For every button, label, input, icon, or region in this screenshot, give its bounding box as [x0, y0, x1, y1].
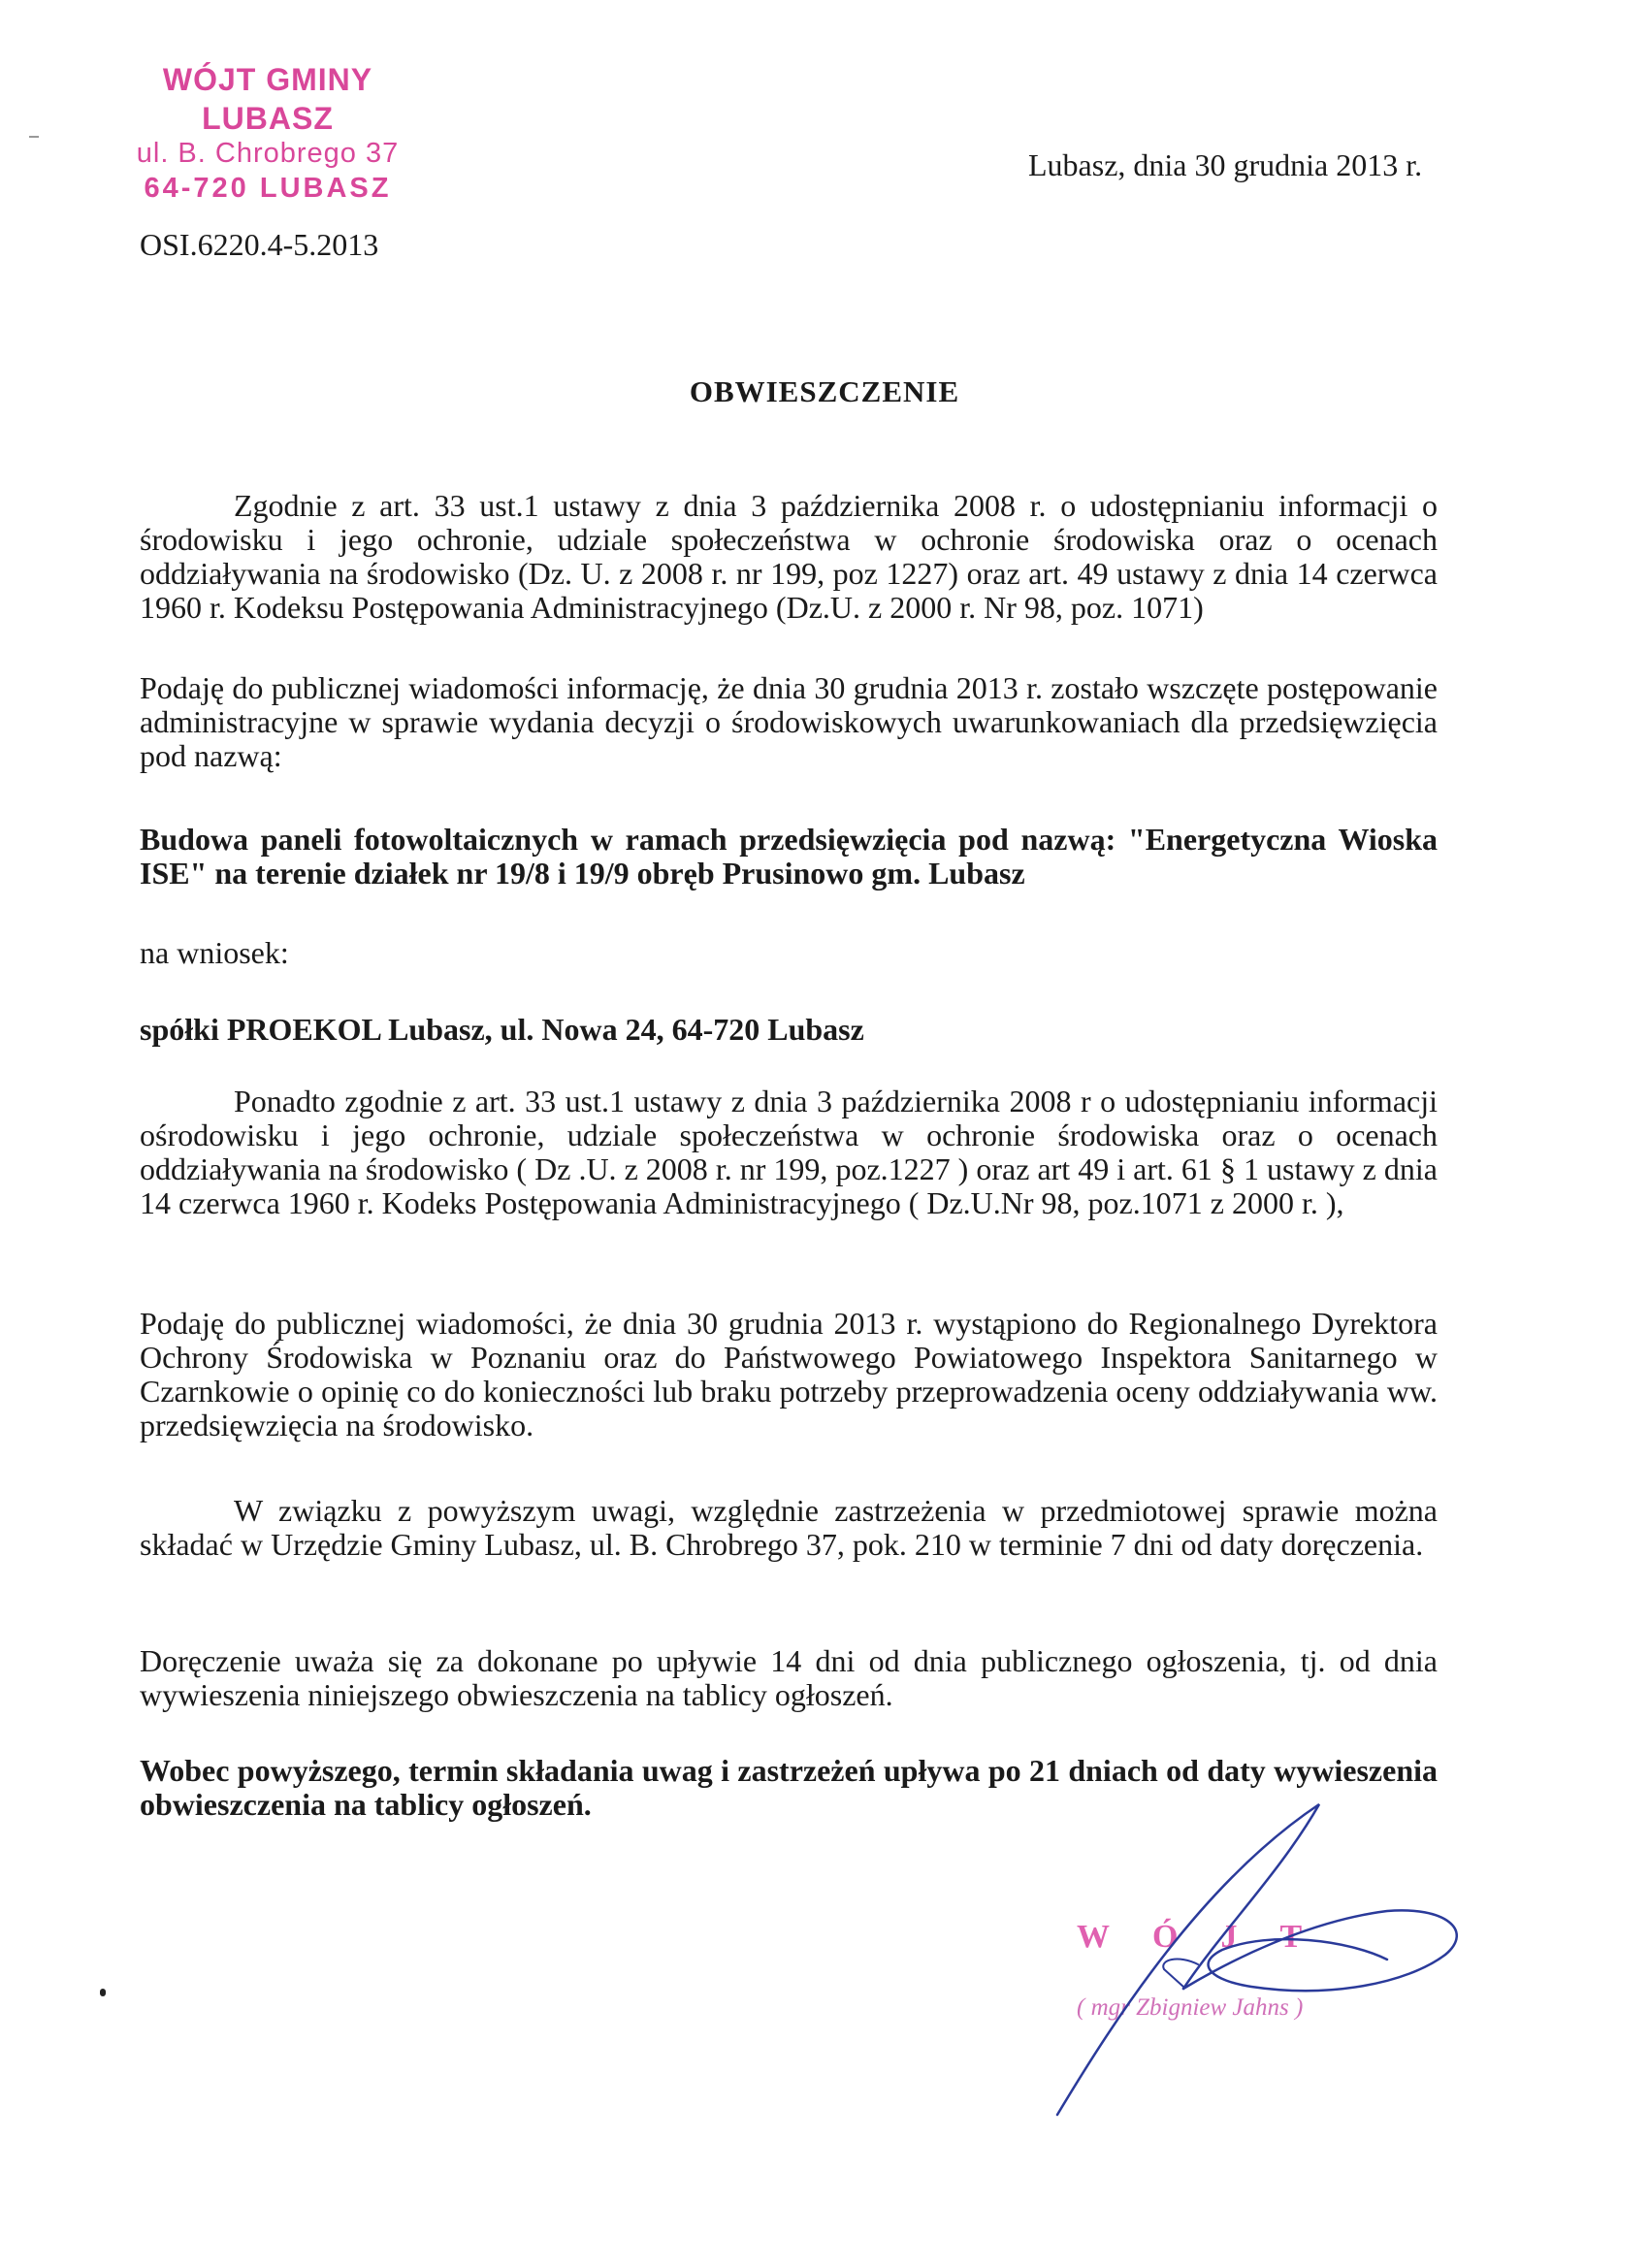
reference-number: OSI.6220.4-5.2013: [140, 227, 379, 262]
paragraph-opinion-request: Podaję do publicznej wiadomości, że dnia 30 grudnia 2013 r. wystąpiono do Regionalnego Dyrektora Ochrony Środowiska w Poznaniu oraz do Państwowego Powiatowego Inspektora Sanitarnego w Czarnkowie o opinię co do konieczności lub braku potrzeby przeprowadzenia oceny oddziaływania ww. przedsięwzięcia na środowisko.: [140, 1306, 1438, 1442]
handwritten-signature: [1038, 1766, 1504, 2124]
date-line: Lubasz, dnia 30 grudnia 2013 r.: [1028, 147, 1423, 182]
paragraph-announcement: Podaję do publicznej wiadomości informację, że dnia 30 grudnia 2013 r. zostało wszczęte postępowanie administracyjne w sprawie wydania decyzji o środowiskowych uwarunkowaniach dla przedsięwzięcia pod nazwą:: [140, 670, 1438, 773]
office-stamp: [93, 60, 442, 206]
paragraph-delivery: Doręczenie uważa się za dokonane po upływie 14 dni od dnia publicznego ogłoszenia, tj. od dnia wywieszenia niniejszego obwieszczenia na tablicy ogłoszeń.: [140, 1643, 1438, 1712]
stamp-line-2: ul. B. Chrobrego 37: [136, 138, 400, 169]
signature-stamp-name: ( mgr Zbigniew Jahns ): [1077, 1994, 1304, 2021]
signature-stamp-title: WÓJT: [1077, 1919, 1345, 1955]
document-title: OBWIESZCZENIE: [689, 374, 960, 408]
paragraph-project-name: Budowa paneli fotowoltaicznych w ramach przedsięwzięcia pod nazwą: "Energetyczna Wioska ISE" na terenie działek nr 19/8 i 19/9 obręb Prusinowo gm. Lubasz: [140, 822, 1438, 891]
paragraph-on-request: na wniosek:: [140, 935, 289, 970]
paragraph-legal-basis: Zgodnie z art. 33 ust.1 ustawy z dnia 3 października 2008 r. o udostępnianiu informacji o środowisku i jego ochronie, udziale społeczeństwa w ochronie środowiska oraz o ocenach oddziaływania na środowisko (Dz. U. z 2008 r. nr 199, poz 1227) oraz art. 49 ustawy z dnia 14 czerwca 1960 r. Kodeksu Postępowania Administracyjnego (Dz.U. z 2000 r. Nr 98, poz. 1071): [140, 488, 1438, 625]
ink-dot: [100, 1989, 106, 1996]
stamp-line-3: 64-720 LUBASZ: [144, 173, 392, 204]
paragraph-applicant: spółki PROEKOL Lubasz, ul. Nowa 24, 64-720 Lubasz: [140, 1012, 864, 1047]
paragraph-deadline: Wobec powyższego, termin składania uwag i zastrzeżeń upływa po 21 dniach od daty wywieszenia obwieszczenia na tablicy ogłoszeń.: [140, 1753, 1438, 1822]
paragraph-remarks: W związku z powyższym uwagi, względnie zastrzeżenia w przedmiotowej sprawie można składać w Urzędzie Gminy Lubasz, ul. B. Chrobrego 37, pok. 210 w terminie 7 dni od daty doręczenia.: [140, 1493, 1438, 1562]
scan-margin-mark: [29, 136, 39, 138]
paragraph-further-basis: Ponadto zgodnie z art. 33 ust.1 ustawy z dnia 3 października 2008 r o udostępnianiu informacji ośrodowisku i jego ochronie, udziale społeczeństwa w ochronie środowiska oraz o ocenach oddziaływania na środowisko ( Dz .U. z 2008 r. nr 199, poz.1227 ) oraz art 49 i art. 61 § 1 ustawy z dnia 14 czerwca 1960 r. Kodeks Postępowania Administracyjnego ( Dz.U.Nr 98, poz.1071 z 2000 r. ),: [140, 1084, 1438, 1220]
stamp-line-1: WÓJT GMINY LUBASZ: [162, 62, 373, 136]
